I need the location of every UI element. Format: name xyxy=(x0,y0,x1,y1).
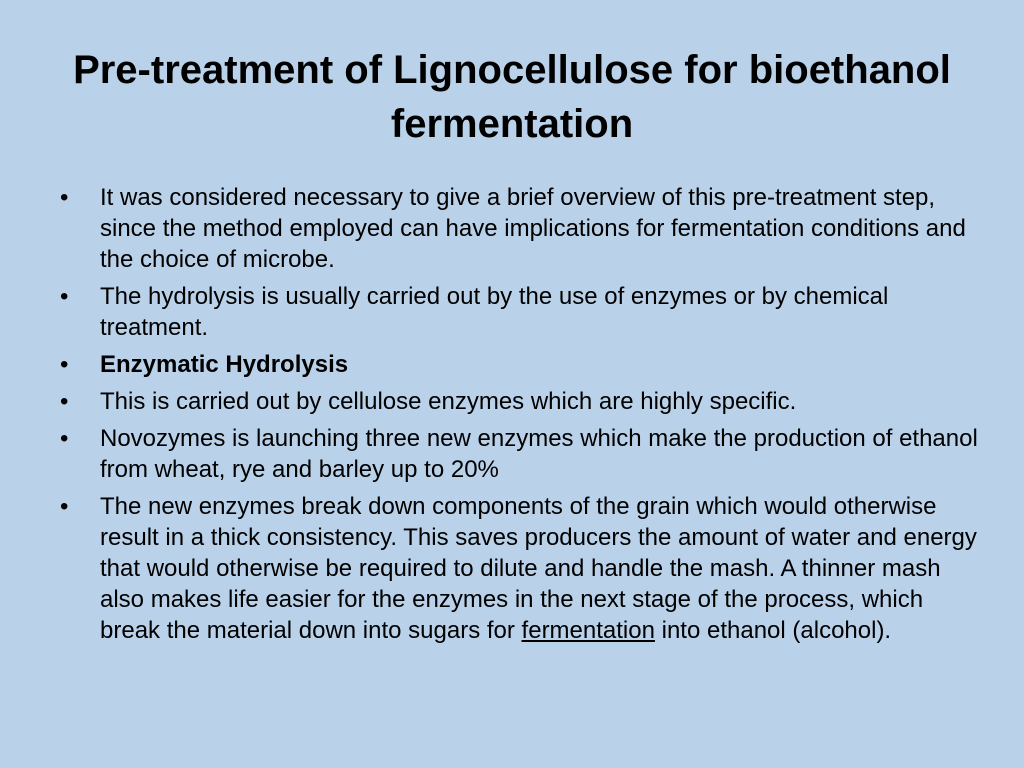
fermentation-link[interactable]: fermentation xyxy=(521,617,655,644)
bullet-text: Novozymes is launching three new enzymes which make the production of ethanol from wheat, rye and barley up to 20% xyxy=(100,425,978,483)
bullet-marker: • xyxy=(60,493,69,520)
bullet-text-after: into ethanol (alcohol). xyxy=(654,617,892,644)
bullet-marker: • xyxy=(60,425,69,452)
section-heading: Enzymatic Hydrolysis xyxy=(100,351,349,378)
slide-title: Pre-treatment of Lignocellulose for bioethanol fermentation xyxy=(73,48,951,146)
bullet-list xyxy=(58,182,978,652)
bullet-item xyxy=(58,423,978,485)
bullet-item xyxy=(58,349,978,380)
bullet-text: It was considered necessary to give a brief overview of this pre-treatment step, since the method employed can have implications for fermentation conditions and the choice of microbe. xyxy=(100,184,966,273)
bullet-text-before: The new enzymes break down components of the grain which would otherwise result in a thick consistency. This saves producers the amount of water and energy that would otherwise be required to dilute and handle the mash. A thinner mash also makes life easier for the enzymes in the next stage of the process, which break the material down into sugars for xyxy=(100,493,977,644)
bullet-text: This is carried out by cellulose enzymes which are highly specific. xyxy=(100,388,797,415)
bullet-marker: • xyxy=(60,184,69,211)
bullet-text: The hydrolysis is usually carried out by the use of enzymes or by chemical treatment. xyxy=(100,283,889,341)
bullet-marker: • xyxy=(60,283,69,310)
bullet-item xyxy=(58,491,978,646)
bullet-marker: • xyxy=(60,351,69,378)
bullet-item xyxy=(58,182,978,275)
bullet-marker: • xyxy=(60,388,69,415)
bullet-item xyxy=(58,386,978,417)
bullet-item xyxy=(58,281,978,343)
